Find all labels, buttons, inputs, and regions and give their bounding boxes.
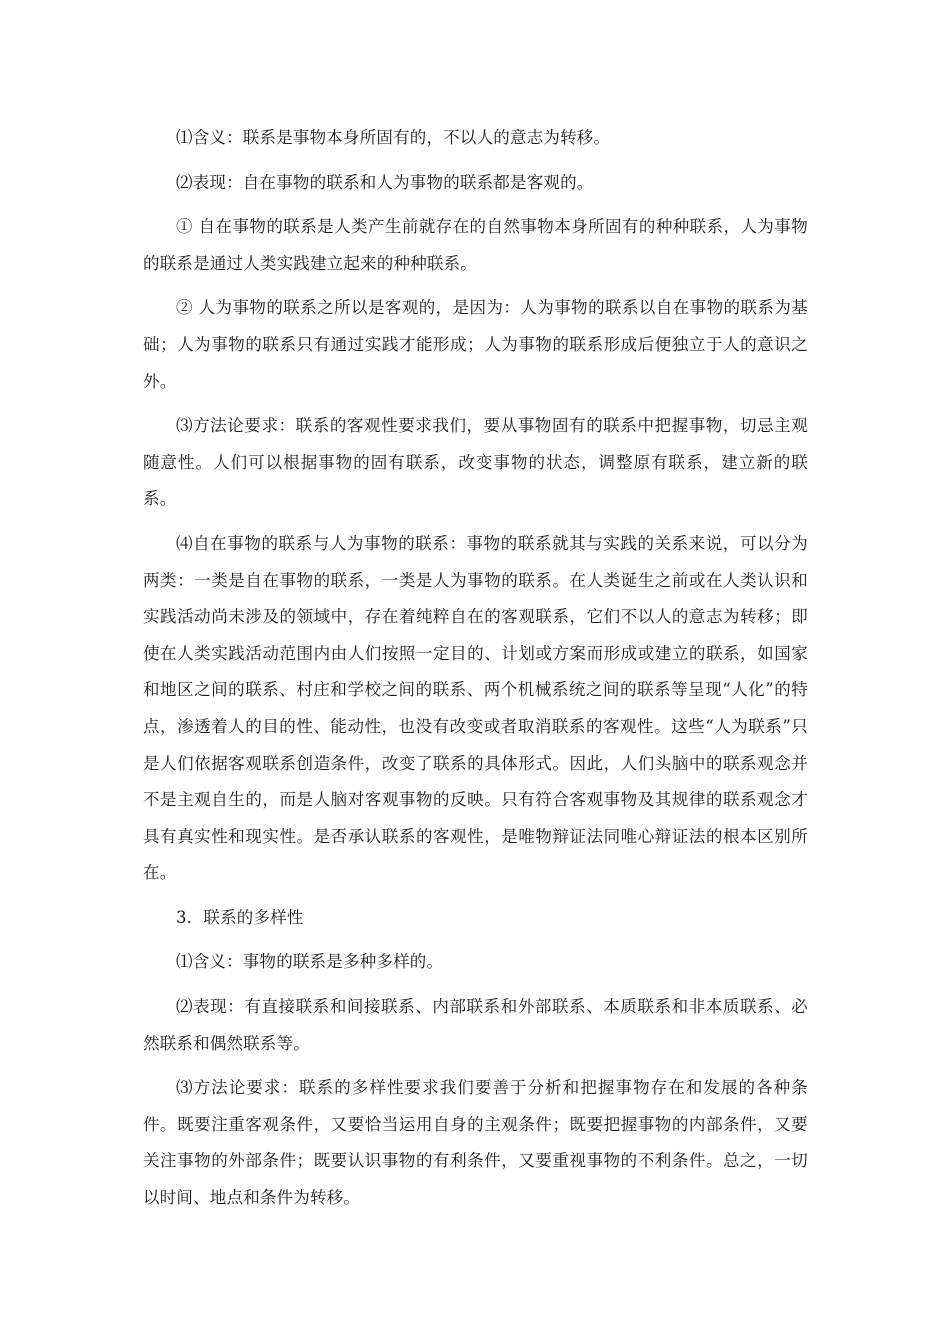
paragraph-meaning: ⑴含义：联系是事物本身所固有的，不以人的意志为转移。: [176, 128, 611, 147]
paragraph-diversity-methodology: ⑶方法论要求：联系的多样性要求我们要善于分析和把握事物存在和发展的各种条件。既要注重客观条件，又要恰当运用自身的主观条件；既要把握事物的内部条件，又要关注事物的外部条件；既要认识事物的有利条件，又要重视事物的不利条件。总之，一切以时间、地点和条件为转移。: [143, 1078, 808, 1208]
paragraph-diversity-meaning: ⑴含义：事物的联系是多种多样的。: [176, 952, 444, 972]
paragraph-manifestation: ⑵表现：自在事物的联系和人为事物的联系都是客观的。: [176, 172, 594, 192]
document-body: [143, 120, 808, 1225]
paragraph-point-2: ② 人为事物的联系之所以是客观的，是因为：人为事物的联系以自在事物的联系为基础；人为事物的联系只有通过实践才能形成；人为事物的联系形成后便独立于人的意识之外。: [143, 298, 808, 391]
paragraph-methodology: ⑶方法论要求：联系的客观性要求我们，要从事物固有的联系中把握事物，切忌主观随意性。人们可以根据事物的固有联系，改变事物的状态，调整原有联系，建立新的联系。: [143, 416, 808, 509]
paragraph-natural-vs-artificial: ⑷自在事物的联系与人为事物的联系：事物的联系就其与实践的关系来说，可以分为两类：一类是自在事物的联系，一类是人为事物的联系。在人类诞生之前或在人类认识和实践活动尚未涉及的领域中，存在着纯粹自在的客观联系，它们不以人的意志为转移；即使在人类实践活动范围内由人们按照一定目的、计划或方案而形成或建立的联系，如国家和地区之间的联系、村庄和学校之间的联系、两个机械系统之间的联系等呈现“人化”的特点，渗透着人的目的性、能动性，也没有改变或者取消联系的客观性。这些“人为联系”只是人们依据客观联系创造条件，改变了联系的具体形式。因此，人们头脑中的联系观念并不是主观自生的，而是人脑对客观事物的反映。只有符合客观事物及其规律的联系观念才具有真实性和现实性。是否承认联系的客观性，是唯物辩证法同唯心辩证法的根本区别所在。: [143, 533, 808, 883]
paragraph-point-1: ① 自在事物的联系是人类产生前就存在的自然事物本身所固有的种种联系，人为事物的联系是通过人类实践建立起来的种种联系。: [143, 217, 808, 273]
paragraph-diversity-manifestation: ⑵表现：有直接联系和间接联系、内部联系和外部联系、本质联系和非本质联系、必然联系和偶然联系等。: [143, 997, 808, 1053]
section-heading: 3．联系的多样性: [176, 907, 304, 927]
